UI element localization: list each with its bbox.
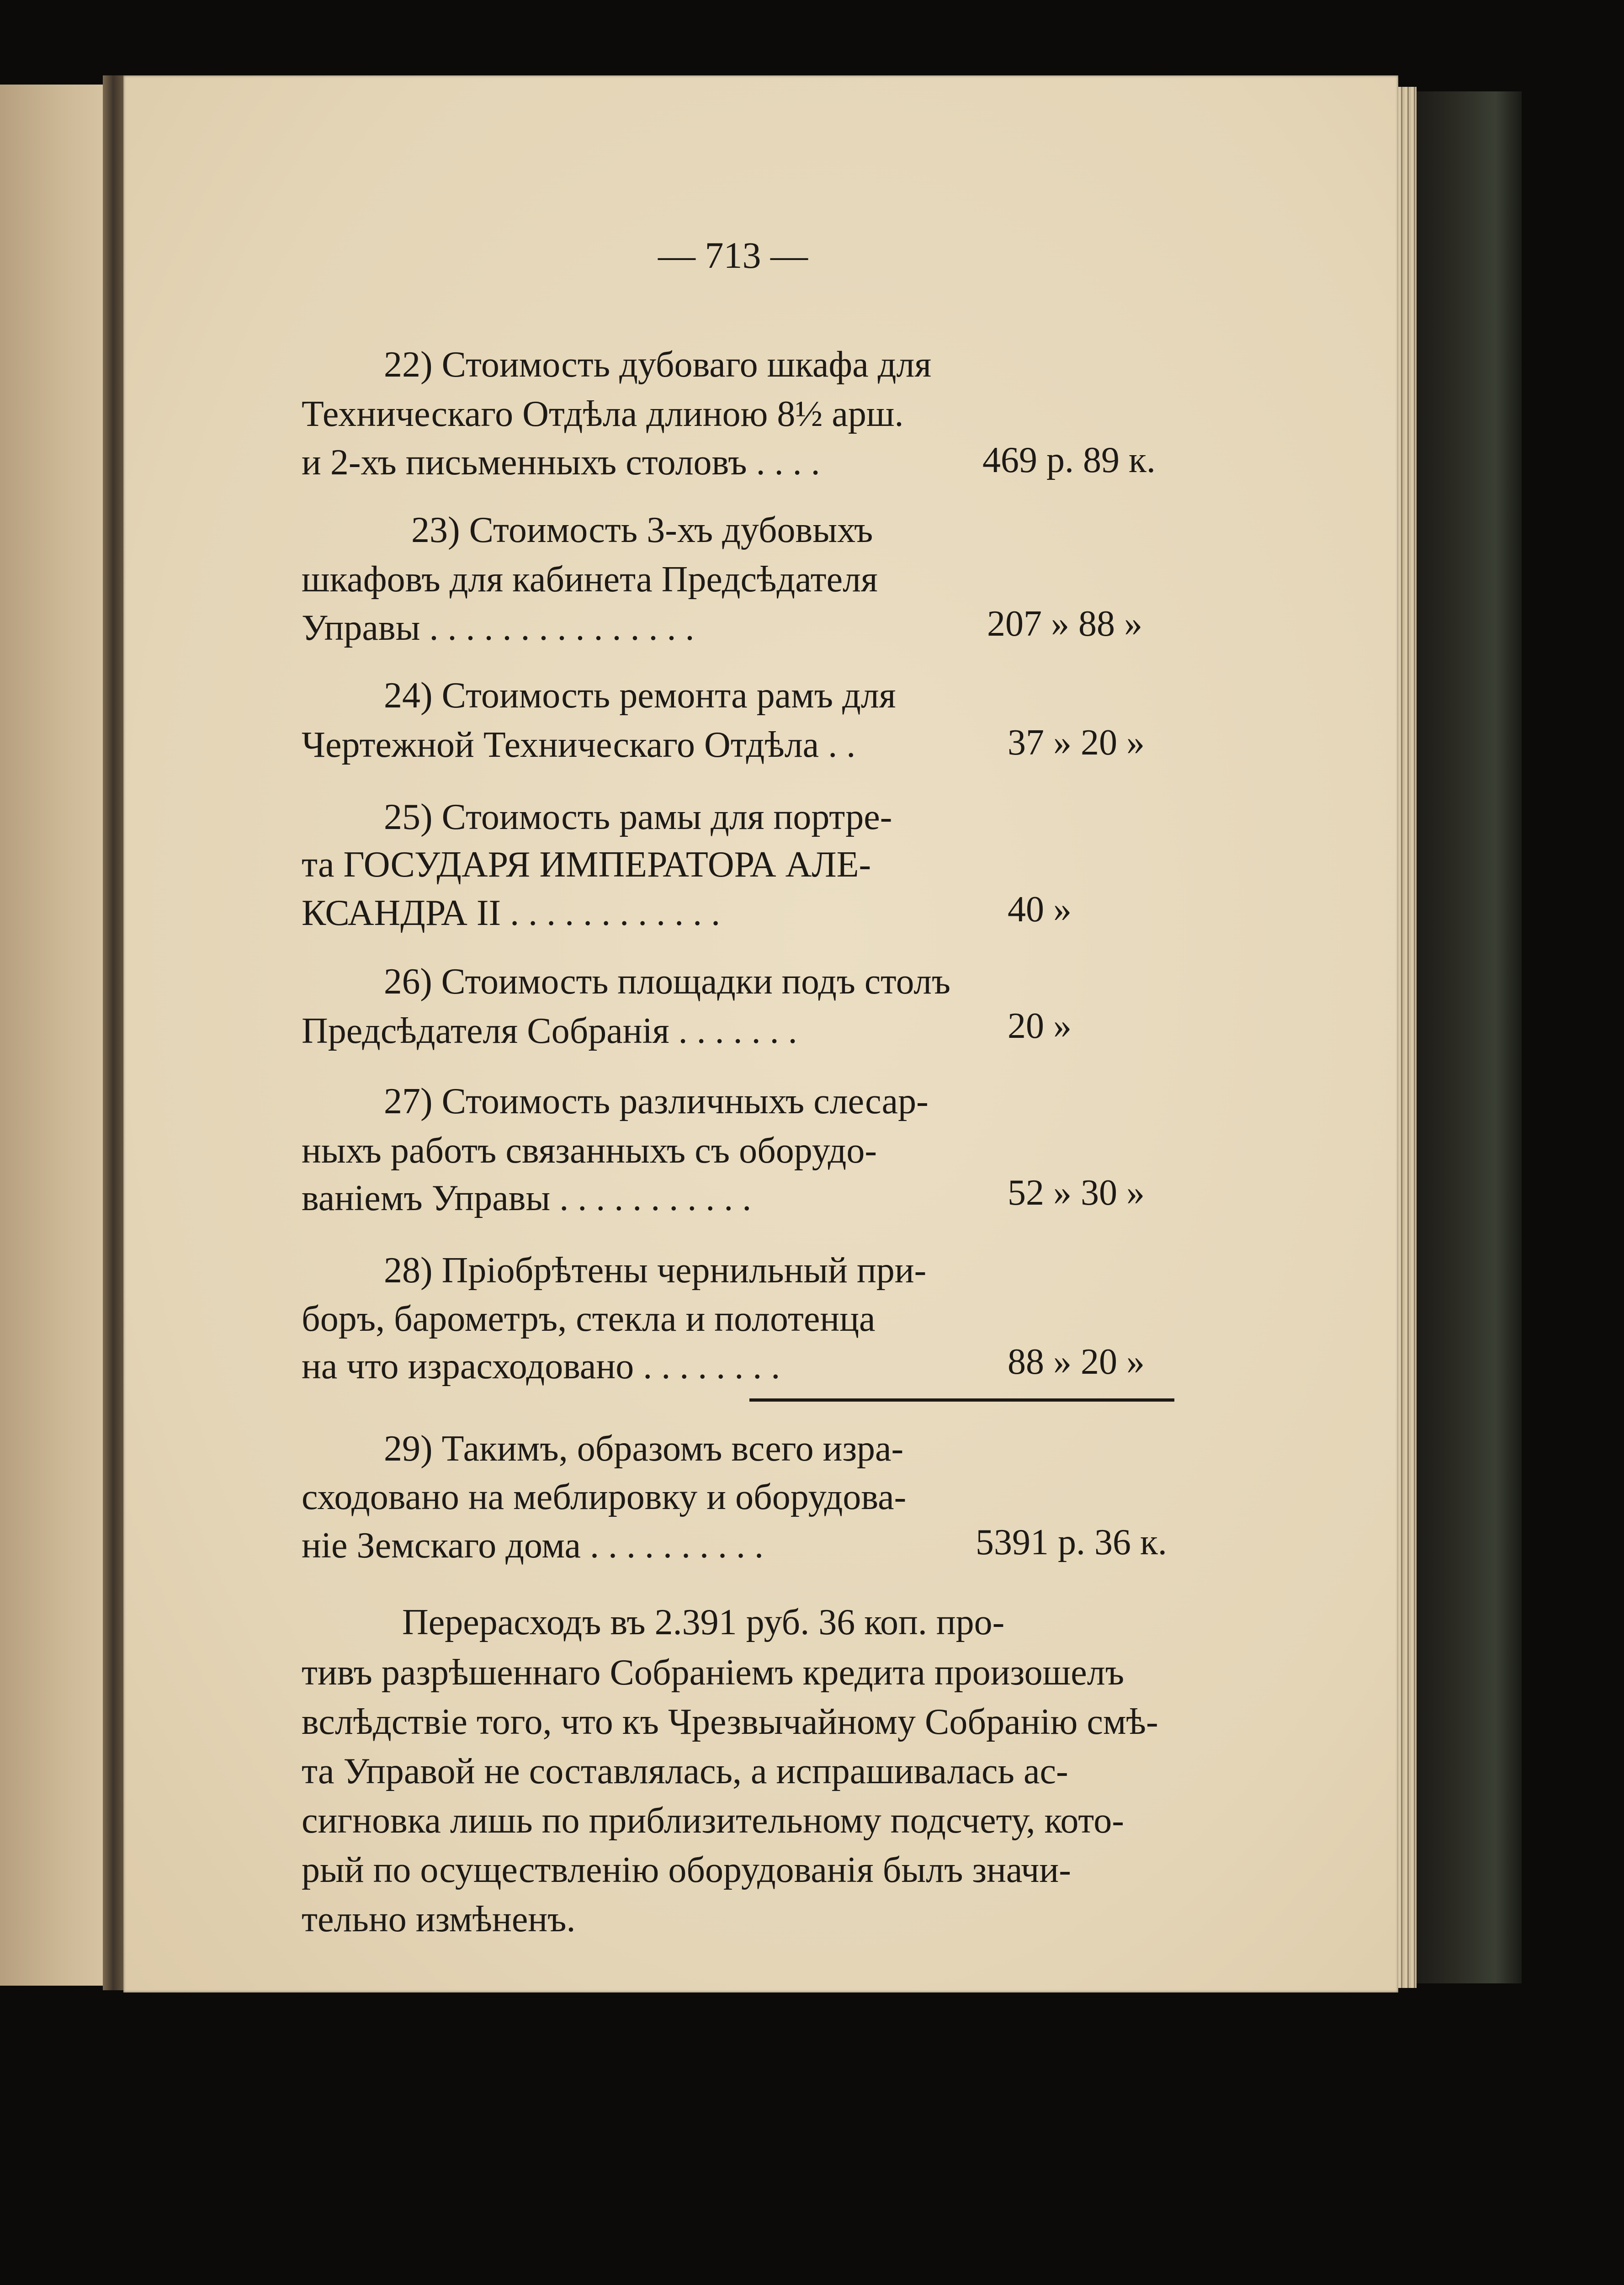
item-29-line-3: ніе Земскаго дома . . . . . . . . . . [302,1525,764,1566]
item-29-line-1: 29) Такимъ, образомъ всего изра- [384,1429,904,1469]
item-24-line-1: 24) Стоимость ремонта рамъ для [384,675,896,716]
item-23-line-2: шкафовъ для кабинета Предсѣдателя [302,559,878,600]
item-29-amount: 5391 р. 36 к. [976,1522,1167,1562]
item-23-line-3: Управы . . . . . . . . . . . . . . . [302,608,695,648]
item-26-line-1: 26) Стоимость площадки подъ столъ [384,962,950,1002]
item-28-line-1: 28) Пріобрѣтены чернильный при- [384,1250,927,1291]
item-26-line-2: Предсѣдателя Собранія . . . . . . . [302,1011,797,1051]
item-22-line-1: 22) Стоимость дубоваго шкафа для [384,345,932,385]
facing-page-edge [0,85,103,1986]
book-cover [1417,91,1522,1983]
paragraph-line-4: та Управой не составлялась, а испрашивалась ас- [302,1751,1068,1791]
item-27-line-2: ныхъ работъ связанныхъ съ оборудо- [302,1131,877,1171]
item-27-amount: 52 » 30 » [1008,1173,1145,1213]
item-24-amount: 37 » 20 » [1008,723,1145,763]
paragraph-line-3: вслѣдствіе того, что къ Чрезвычайному Собранію смѣ- [302,1702,1158,1742]
item-28-line-3: на что израсходовано . . . . . . . . [302,1346,780,1387]
paragraph-line-2: тивъ разрѣшеннаго Собраніемъ кредита произошелъ [302,1653,1125,1693]
item-23-line-1: 23) Стоимость 3-хъ дубовыхъ [411,510,873,550]
item-27-line-1: 27) Стоимость различныхъ слесар- [384,1081,929,1121]
item-28-line-2: боръ, барометръ, стекла и полотенца [302,1299,876,1339]
item-25-line-1: 25) Стоимость рамы для портре- [384,797,892,837]
paragraph-line-5: сигновка лишь по приблизительному подсчету, кото- [302,1801,1124,1841]
sum-rule [749,1398,1174,1402]
item-28-amount: 88 » 20 » [1008,1342,1145,1382]
paragraph-line-1: Перерасходъ въ 2.391 руб. 36 коп. про- [402,1602,1005,1642]
item-24-line-2: Чертежной Техническаго Отдѣла . . [302,725,856,765]
paragraph-line-7: тельно измѣненъ. [302,1899,576,1940]
item-22-line-3: и 2-хъ письменныхъ столовъ . . . . [302,442,820,483]
item-25-line-3: КСАНДРА II . . . . . . . . . . . . [302,893,721,933]
item-22-line-2: Техническаго Отдѣла длиною 8½ арш. [302,394,904,434]
paragraph-line-6: рый по осуществленію оборудованія былъ значи- [302,1850,1071,1890]
item-27-line-3: ваніемъ Управы . . . . . . . . . . . [302,1178,752,1218]
item-23-amount: 207 » 88 » [987,604,1142,644]
page-edges [1398,87,1417,1988]
item-22-amount: 469 р. 89 к. [982,440,1156,480]
page-number: — 713 — [658,234,808,276]
item-25-amount: 40 » [1008,889,1072,930]
item-25-line-2: та ГОСУДАРЯ ИМПЕРАТОРА АЛЕ- [302,845,871,885]
item-26-amount: 20 » [1008,1006,1072,1046]
item-29-line-2: сходовано на меблировку и оборудова- [302,1477,907,1517]
book-gutter [103,75,126,1990]
